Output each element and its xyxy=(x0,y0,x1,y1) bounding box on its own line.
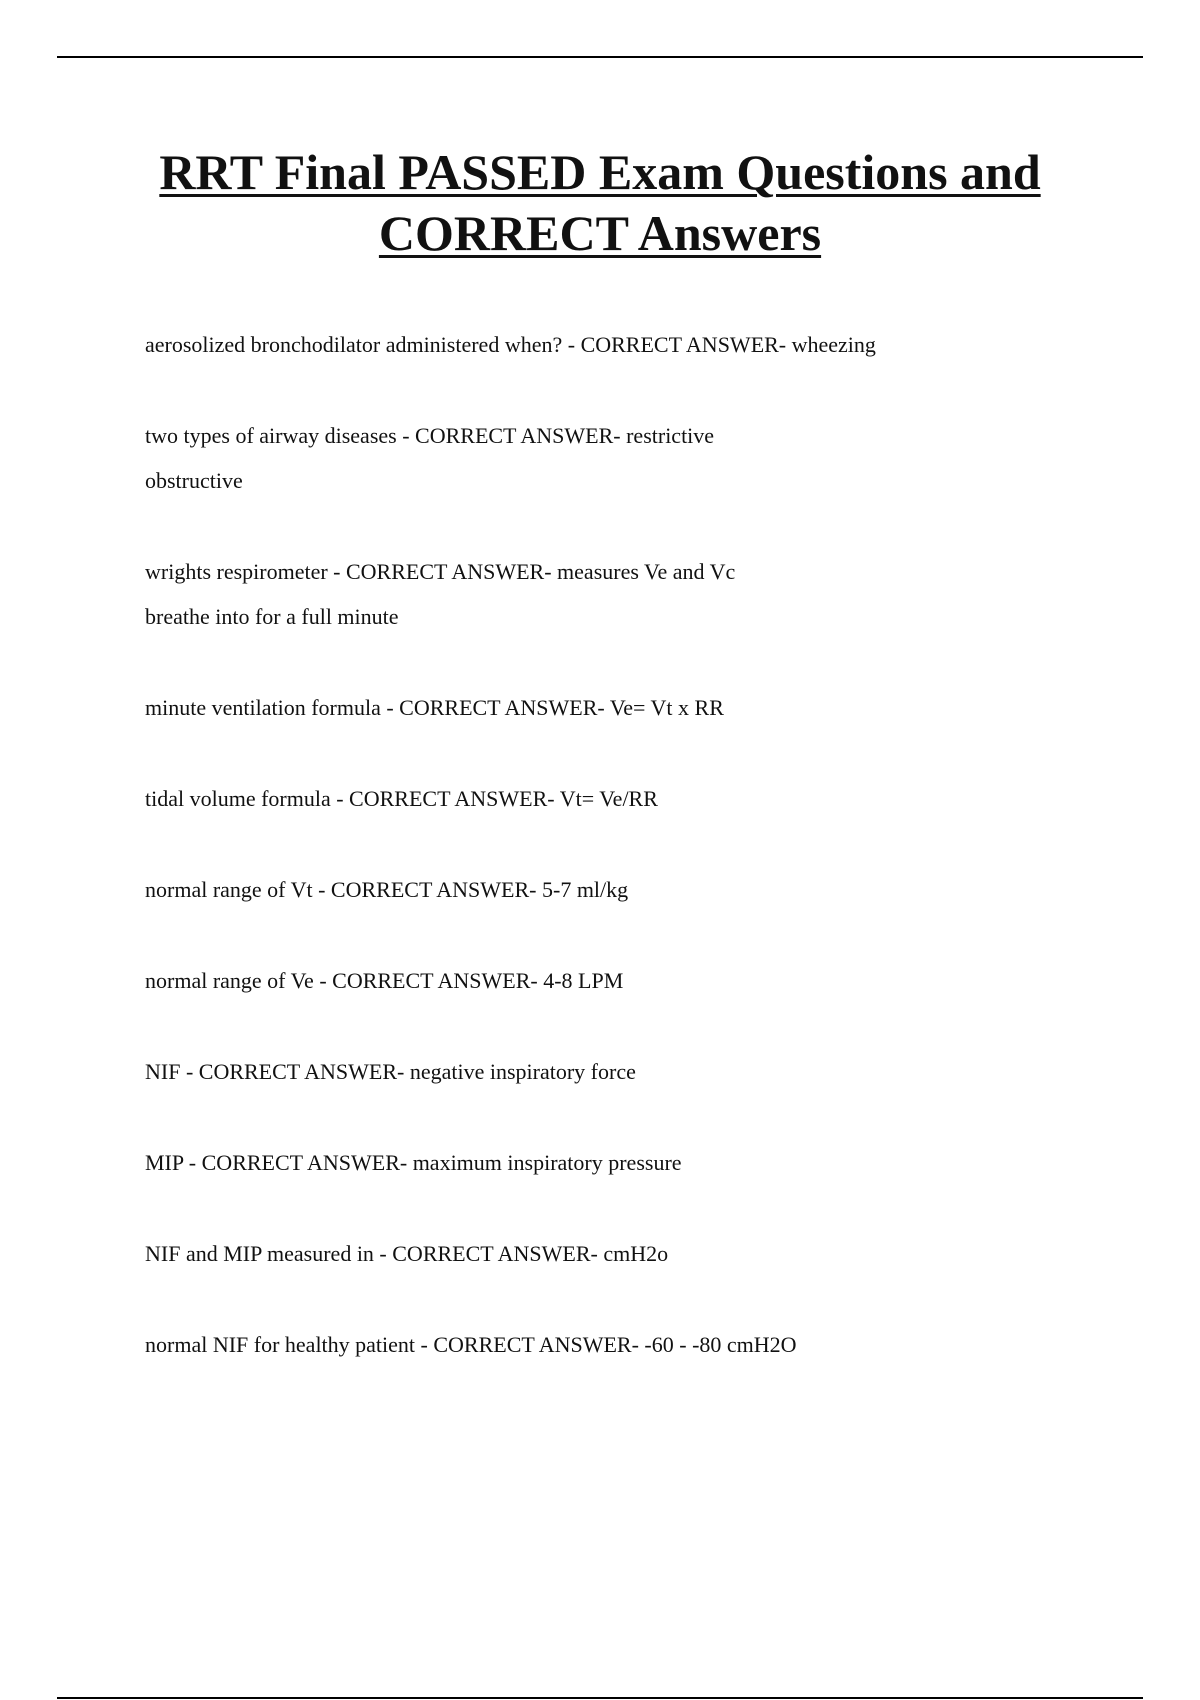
qa-item-7 xyxy=(145,958,1105,1003)
top-rule xyxy=(57,56,1143,58)
qa-item-6 xyxy=(145,867,1105,912)
qa-item-11 xyxy=(145,1322,1105,1367)
title-line-2: CORRECT Answers xyxy=(378,205,822,261)
qa-text: normal range of Ve - CORRECT ANSWER- 4-8 LPM xyxy=(145,968,624,993)
qa-item-8 xyxy=(145,1049,1105,1094)
qa-list xyxy=(145,322,1105,1413)
qa-item-9 xyxy=(145,1140,1105,1185)
qa-item-4 xyxy=(145,685,1105,730)
qa-text: two types of airway diseases - CORRECT ANSWER- restrictive xyxy=(145,423,715,448)
qa-item-5 xyxy=(145,776,1105,821)
title-line-1: RRT Final PASSED Exam Questions and xyxy=(159,144,1041,200)
qa-text: aerosolized bronchodilator administered when? - CORRECT ANSWER- wheezing xyxy=(145,332,876,357)
qa-text: NIF and MIP measured in - CORRECT ANSWER- cmH2o xyxy=(145,1241,669,1266)
qa-text-continued: breathe into for a full minute xyxy=(145,604,399,629)
qa-text-continued: obstructive xyxy=(145,468,243,493)
document-title xyxy=(100,142,1100,264)
qa-text: tidal volume formula - CORRECT ANSWER- Vt= Ve/RR xyxy=(145,786,658,811)
qa-item-2 xyxy=(145,413,1105,503)
qa-text: minute ventilation formula - CORRECT ANSWER- Ve= Vt x RR xyxy=(145,695,724,720)
qa-text: normal NIF for healthy patient - CORRECT ANSWER- -60 - -80 cmH2O xyxy=(145,1332,797,1357)
qa-text: wrights respirometer - CORRECT ANSWER- measures Ve and Vc xyxy=(145,559,736,584)
bottom-rule xyxy=(57,1697,1143,1699)
qa-text: NIF - CORRECT ANSWER- negative inspiratory force xyxy=(145,1059,636,1084)
qa-item-10 xyxy=(145,1231,1105,1276)
qa-text: normal range of Vt - CORRECT ANSWER- 5-7 ml/kg xyxy=(145,877,629,902)
qa-item-1 xyxy=(145,322,1105,367)
qa-item-3 xyxy=(145,549,1105,639)
qa-text: MIP - CORRECT ANSWER- maximum inspiratory pressure xyxy=(145,1150,682,1175)
